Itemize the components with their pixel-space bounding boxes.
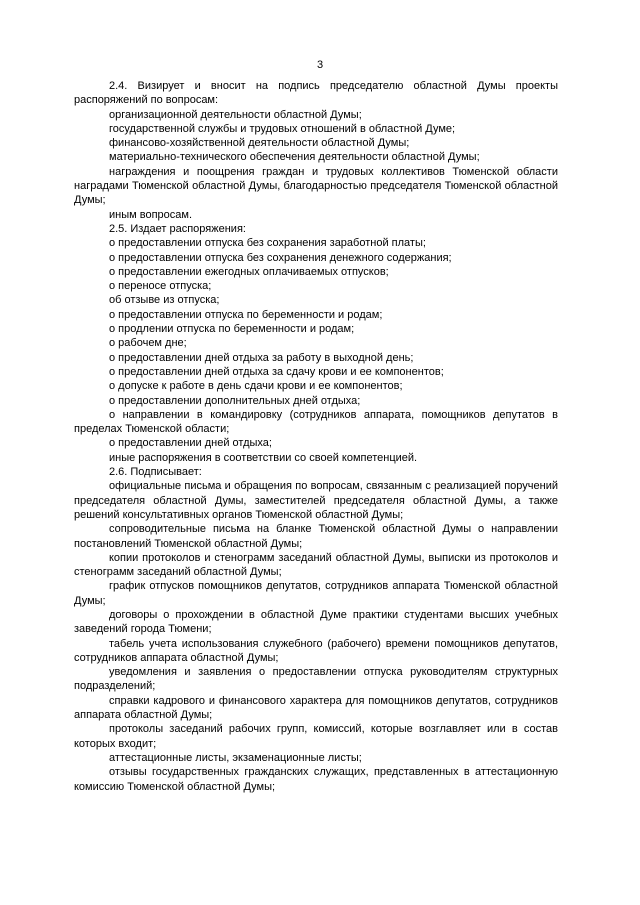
- list-item: официальные письма и обращения по вопросам, связанным с реализацией поручений председателя областной Думы, заместителей председателя областной Думы, а также решений консультативных органов Тюменской областной Думы;: [74, 480, 558, 521]
- list-item: договоры о прохождении в областной Думе практики студентами высших учебных заведений города Тюмени;: [74, 608, 558, 636]
- list-item: сопроводительные письма на бланке Тюменской областной Думы о направлении постановлений Тюменской областной Думы;: [74, 523, 558, 550]
- paragraph-2-6: 2.6. Подписывает:: [109, 466, 202, 479]
- document-body: [74, 79, 558, 794]
- list-item: уведомления и заявления о предоставлении отпуска руководителям структурных подразделений;: [74, 666, 558, 693]
- list-item: об отзыве из отпуска;: [109, 294, 220, 307]
- list-item: о предоставлении отпуска без сохранения заработной платы;: [109, 237, 426, 250]
- list-item: о рабочем дне;: [109, 337, 187, 350]
- paragraph-2-4: 2.4. Визирует и вносит на подпись председателю областной Думы проекты распоряжений по вопросам:: [74, 80, 558, 107]
- list-item: иные распоряжения в соответствии со своей компетенцией.: [109, 451, 418, 464]
- list-item: справки кадрового и финансового характера для помощников депутатов, сотрудников аппарата областной Думы;: [74, 694, 558, 722]
- list-item: о предоставлении дополнительных дней отдыха;: [109, 394, 361, 407]
- list-item: копии протоколов и стенограмм заседаний областной Думы, выписки из протоколов и стенограмм заседаний областной Думы;: [74, 551, 558, 579]
- list-item: отзывы государственных гражданских служащих, представленных в аттестационную комиссию Тюменской областной Думы;: [74, 766, 558, 793]
- list-item: о предоставлении отпуска без сохранения денежного содержания;: [109, 251, 452, 264]
- paragraph-2-5: 2.5. Издает распоряжения:: [109, 222, 246, 235]
- list-item: о переносе отпуска;: [109, 280, 212, 293]
- list-item: о предоставлении дней отдыха за сдачу крови и ее компонентов;: [109, 365, 444, 378]
- list-item: награждения и поощрения граждан и трудовых коллективов Тюменской области наградами Тюменской областной Думы, благодарностью председателя Тюменской областной Думы;: [74, 165, 558, 207]
- list-item: о направлении в командировку (сотрудников аппарата, помощников депутатов в пределах Тюменской области;: [74, 408, 558, 436]
- list-item: о предоставлении отпуска по беременности и родам;: [109, 308, 383, 321]
- list-item: финансово-хозяйственной деятельности областной Думы;: [109, 137, 410, 150]
- list-item: организационной деятельности областной Думы;: [109, 108, 362, 121]
- list-item: график отпусков помощников депутатов, сотрудников аппарата Тюменской областной Думы;: [74, 580, 558, 607]
- list-item: о допуске к работе в день сдачи крови и ее компонентов;: [109, 380, 403, 393]
- list-item: о предоставлении дней отдыха за работу в выходной день;: [109, 351, 414, 364]
- page-number: 3: [316, 59, 324, 71]
- list-item: материально-технического обеспечения деятельности областной Думы;: [109, 151, 480, 164]
- list-item: государственной службы и трудовых отношений в областной Думе;: [109, 122, 456, 135]
- list-item: о продлении отпуска по беременности и родам;: [109, 323, 355, 336]
- list-item: аттестационные листы, экзаменационные листы;: [109, 751, 362, 764]
- list-item: о предоставлении ежегодных оплачиваемых отпусков;: [109, 265, 389, 278]
- list-item: о предоставлении дней отдыха;: [109, 437, 272, 450]
- list-item: табель учета использования служебного (рабочего) времени помощников депутатов, сотрудников аппарата областной Думы;: [74, 637, 558, 664]
- list-item: протоколы заседаний рабочих групп, комиссий, которые возглавляет или в состав которых входит;: [74, 723, 558, 750]
- list-item: иным вопросам.: [109, 208, 193, 221]
